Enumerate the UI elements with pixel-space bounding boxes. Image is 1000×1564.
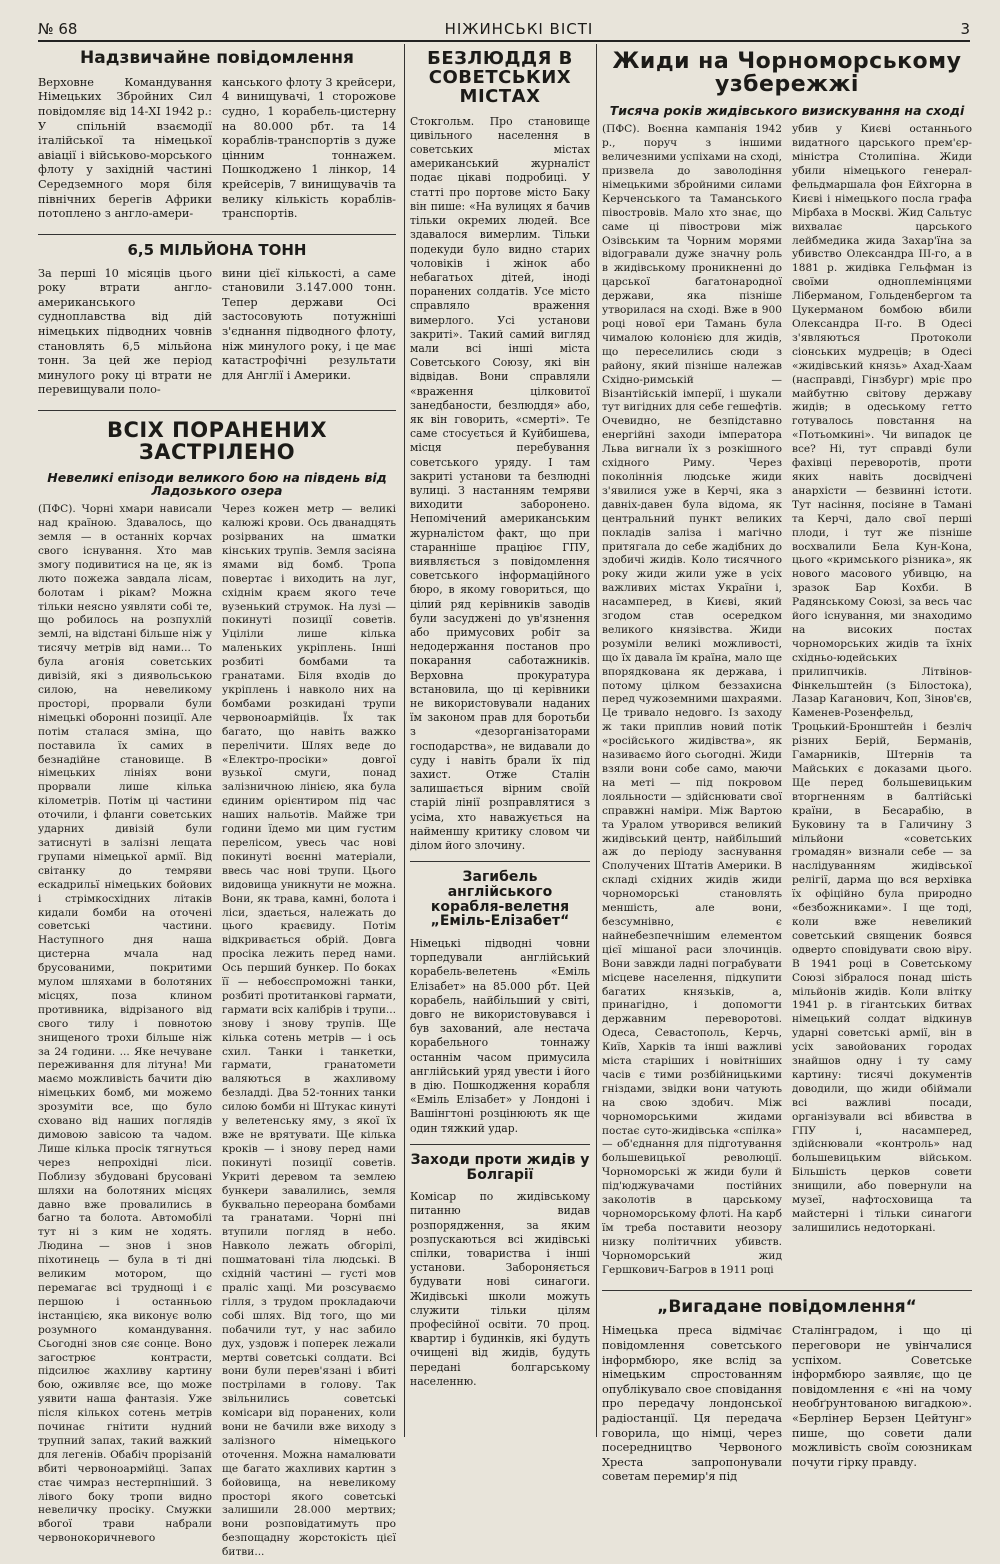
article-emergency-right: канського флоту 3 крейсери, 4 винищувачі, 1 сторожове судно, 1 корабель-цистерну на 80.000 рбт. та 14 кораблів-транспортів з дуже цінним тоннажем. Пошкоджено 1 лінкор, 14 крейсерів, 7 винищувачів та велику кількість кораблів-транспортів. [222, 75, 396, 221]
column-1 [38, 44, 396, 1559]
headline-jews: Жиди на Чорноморському узбережжі [612, 49, 962, 98]
article-jews-left: (ПФС). Воєнна кампанія 1942 р., поруч з іншими величезними успіхами на сході, призвела до заволодіння німецькими збройними силами Керченського та Таманського півостровів. Мало хто знає, що саме ці півострови між Озівським та Чорним морями відогравали дуже значну роль в жидівському проникненні до царської багатонародної держави, яка пізніше утворилася на сході. Вже в 900 році нової ери Тамань була чималою колонією для жидів, що переселились сюди з району, який пізніше належав Східно-римській — Візантійській імперії, і шукали тут вигідних для себе гешефтів. Очевидно, не безпідставно енергійні заходи імператора Льва вигнали їх з розкішного східного Риму. Через поколіннія людське жиди з'явилися уже в Керчі, яка з давніх-давен була відома, як центральний пункт великих покладів заліза і магічно притягала до себе жадібних до здобичі жидів. Коло тисячного року жиди жили уже в усіх важливих містах України і, насамперед, в Києві, який згодом став осередком великого князівства. Жиди розуміли великі можливості, що їх давала їм країна, мало ще впорядкована як держава, і потому цілком беззахисна перед чужоземними шахраями. Це тривало недовго. Із заходу ж таки приплив новий потік «російського жидівства», як називаємо його сьогодні. Жиди взяли вони собе само, маючи на меті — під покровом лояльности — здійснювати свої справжні наміри. Між Вартою та Уралом утворився великий жидівський центр, найбільший аж до періоду заснування Сполучених Штатів Америки. В складі східних жидів жиди чорноморські становлять меншість, але вони, безсумнівно, є найнебезпечнішим елементом цієї мішаної раси злочинців. Вони завжди ладні пограбувати місцеве населення, підкупити багатих князьків, а, принагідно, і допомогти державним переворотові. Одеса, Севастополь, Керчь, Київ, Харків та інші важливі міста старіших і новітніших часів є тими розбійницькими гніздами, звідки вони чатують на свою здобич. Між чорноморськими жидами постає суто-жидівська «спілка» — об'єднання для підготування большевицької революції. Чорноморські ж жиди були й під'юджувачами постійних заколотів в царському чорноморському флоті. На карб їм треба поставити неозору низку політичних убивств. Чорноморський жид Гершкович-Багров в 1911 році [602, 123, 782, 1276]
headline-fake-report: „Вигадане повідомлення“ [657, 1296, 917, 1317]
headline-ship: Загибель англійського корабля-велетня „Еміль-Елізабет“ [430, 869, 570, 930]
column-divider-2 [596, 44, 597, 1437]
headline-wounded: ВСІХ ПОРАНЕНИХ ЗАСТРІЛЕНО [106, 417, 328, 464]
divider [602, 1290, 972, 1291]
article-tons [38, 267, 396, 402]
column-3 [602, 44, 972, 1484]
headline-tons: 6,5 МІЛЬЙОНА ТОНН [127, 240, 307, 259]
article-fake-right: Сталінградом, і що ці переговори не увінчалися успіхом. Советське інформбюро заявляє, що це повідомлення є «ні на чому необґрунтованою вигадкою». «Берлінер Берзен Цейтунг» пише, що совети дали можливість своїм союзникам почути гірку правду. [792, 1324, 972, 1469]
article-deserted: Стокгольм. Про становище цивільного населення в советських містах американський журналіст подає цікаві подробиці. У статті про портове місто Баку він пише: «На вулицях я бачив тільки окремих людей. Все здавалося вимерлим. Тільки подекуди було видно старих чоловіків і жінок або небагатьох дітей, іноді поранених солдатів. Усе місто справляло враження вимерлого. Усі установи закриті». Такий самий вигляд мали всі інші міста Советського Союзу, які він відвідав. Вони справляли «враження цілковитої занедбаности, безлюддя» або, як він говорить, «смерті». Те саме стосується й Куйбишева, місця перебування советського уряду. І там закриті установи та безлюдні вулиці. З настанням темряви виходити заборонено. Непомічений американським журналістом факт, що при старанніше праціює ГПУ, виявляється з повідомлення советського інформаційного бюро, в якому говориться, що цілий ряд керівників заводів були засуджені до ув'язнення або примусових робіт за недодержання постанов про покарання саботажників. Верховна прокуратура встановила, що ці керівники не використовували наданих їм законом прав для боротьби з «дезорганізаторами господарства», не видавали до суду і навіть брали їх під захист. Отже Сталін залишається вірним своїй старій лінії розправлятися з усіма, хто наважується на найменшу критику словом чи ділом його злочину. [410, 114, 590, 853]
article-wounded-left: (ПФС). Чорні хмари нависали над країною. Здавалось, що земля — в останніх корчах свого існування. Хто мав змогу подивитися на це, як із люто пожежа завдала лісам, болотам і рікам? Можна тільки неясно уявляти собі те, що робилось на розпухлій землі, на відстані більше ніж у тисячу метрів від нами... То була агонія советських дивізій, які з диявольською силою, на невеликому просторі, прорвали були німецькі оборонні позиції. Але потім сталася зміна, що поставила їх самих в безнадійне становище. В німецьких лініях вони прорвали лише кілька кілометрів. Потім ці частини оточили, і фланги советських ударних дивізій були затиснуті в залізні лещата групами німецької армії. Від світанку до темряви ескадрильї німецьких бойових і стрімкосхідних літаків кидали бомби на оточені советські частини. Наступного дня наша цистерна мчала над брусованими, покритими мулом шляхами в болотяних місцях, поза клином противника, відрізаного від свого тилу і повнотою знищеного трохи більше ніж за 24 години. ... Яке нечуване переживання для літуна! Ми маємо можливість бачити дію німецьких бомб, ми можемо зрозуміти все, що було сховано від наших поглядів димовою завісою та чадом. Лише кілька просік тягнуться через непрохідні ліси. Поблизу збудовані брусовані шляхи на болотяних місцях давно вже провалились в багно та болота. Автомобілі тут ні з ким не ходять. Людина — знов і знов піхотинець — була в ті дні великим мотором, що перемагає всі труднощі і є першою і останньою інстанцією, яка виконує волю розумного командування. Сьогодні знов сяє сонце. Воно загострює контрасти, підсилює жахливу картину бою, оживляє все, що може уявити наша фантазія. Уже після кількох сотень метрів починає гнітити нудний трупний запах, такий важкий для легенів. Обабіч прорізаній вбиті червоноармійці. Запах стає чимраз нестерпніший. З лівого боку тропи видно невеличку просіку. Смужки вбогої трави набрали червонокоричневого [38, 503, 212, 1545]
divider [410, 861, 590, 862]
column-2 [410, 44, 590, 1434]
article-ship: Німецькі підводні човни торпедували англійський корабель-велетень «Еміль Елізабет» на 85.000 рбт. Цей корабель, найбільший у світі, довго не використовувався і був захований, але нестача корабельного тоннажу останнім часом примусила англійський уряд увести і його в дію. Пошкодження корабля «Еміль Елізабет» у Лондоні і Вашінгтоні розцінюють як ще один тяжкий удар. [410, 936, 590, 1135]
article-tons-left: За перші 10 місяців цього року втрати англо-американського судноплавства від дій німецьких підводних човнів становлять 6,5 мільйона тонн. За цей же період минулого року ці втрати не перевищували поло- [38, 266, 212, 397]
subheadline-jews: Тисяча років жидівського визискування на сході [609, 103, 965, 119]
article-fake-report [602, 1324, 972, 1489]
article-wounded [38, 503, 396, 1564]
newspaper-title: НІЖИНСЬКІ ВІСТІ [444, 20, 594, 38]
article-jews-right: убив у Києві останнього видатного царського прем'єр-міністра Столипіна. Жиди убили німецького генерал-фельдмаршала фон Ейхгорна в Києві і німецького посла графа Мірбаха в Москві. Жид Сальтус вихвалає царського лейбмедика жида Захар'їна за убивство Олександра III-го, а в 1881 р. жидівка Гельфман із своїми одноплемінцями Ліберманом, Гольденбергом та Цукерманом бомбою вбили Олександра II-го. В Одесі з'являються Протоколи сіонських мудреців; в Одесі «жидівський князь» Ахад-Хаам (насправді, Гінзбург) мріє про майбутню світову державу жидів; в одеському гетто готувалось повстання на «Потьомкині». Чи випадок це все? Ні, тут справді були фахівці переворотів, проти яких навіть досвідчені анархісти — безвинні істоти. Тут насіння, посіяне в Тамані та Керчі, дало свої перші плоди, і тут же пізніше восхвалили Бела Кун-Кона, цього «кримського різника», як нового масового убивцю, на зразок Бар Кохби. В Радянському Союзі, за весь час його існування, ми знаходимо на високих постах чорноморських жидів та їхніх східньо-юдейських прилипчиків. Літвінов-Фінкельштейн (з Білостока), Лазар Каганович, Коп, Зінов'єв, Каменев-Розенфельд, Троцький-Бронштейн і безліч різних Берій, Берманів, Гамарників, Штернів та Майських є доказами цього. Ще перед большевицьким вторгненням в балтійські країни, в Бесарабію, в Буковину та в Галичину 3 мільйони «советських громадян» визнали себе — за наслідуванням жидівської релігії, дарма що вся верхівка їх офіційно була природно «безбожниками». І ще тоді, коли вже невеликий советський священик боявся одверто сповідувати свою віру. В 1941 році в Советському Союзі зібралося понад шість мільйонів жидів. Коли влітку 1941 р. в гігантських битвах німецький солдат відкинув ударні советські армії, він в усіх завойованих городах знайшов одну і ту саму картину: тисячі документів доводили, що жиди обіймали всі важливі посади, організували всі вбивства в ГПУ і, насамперед, здійснювали «контроль» над большевицьким військом. Більшість церков совети знищили, або повернули на музеї, нафтосховища та майстерні і тільки синагоги залишились недоторкані. [792, 123, 972, 1234]
subheadline-wounded: Невеликі епізоди великого бою на південь від Ладозького озера [47, 469, 387, 499]
article-fake-left: Німецька преса відмічає повідомлення советського інформбюро, яке вслід за німецьким спростованням опублікувало свое сповідання про передачу лондонської радіостанції. Ця передача говорила, що німці, через посередництво Червоного Хреста запропонували советам перемир'я під [602, 1324, 782, 1484]
divider [38, 234, 396, 235]
article-jews [602, 123, 972, 1281]
column-divider-1 [404, 44, 405, 1437]
headline-emergency: Надзвичайне повідомлення [80, 48, 354, 68]
headline-bulgaria: Заходи проти жидів у Болгарії [410, 1151, 590, 1183]
masthead [38, 18, 970, 42]
divider [38, 410, 396, 411]
article-bulgaria: Комісар по жидівському питанню видав розпорядження, за яким розпускаються всі жидівські спілки, товариства і інші установи. Забороняється будувати нові синагоги. Жидівські школи можуть служити тільки цілям професійної освіти. 70 проц. квартир і будинків, які будуть очищені від жидів, будуть передані болгарському населенню. [410, 1190, 590, 1388]
issue-number: № 68 [38, 20, 78, 38]
article-wounded-right: Через кожен метр — великі калюжі крови. Ось дванадцять розірваних на шматки кінських трупів. Земля засіяна ямами від бомб. Тропа повертає і виходить на луг, східнім краєм якого тече вузенький струмок. На лузі — покинуті позиції советів. Уціліли лише кілька маленьких укріплень. Інші розбиті бомбами та гранатами. Біля входів до укріплень і навколо них на бомбами розкидані трупи червоноармійців. Їх так багато, що навіть важко перелічити. Шлях веде до «Електро-просіки» довгої вузької смуги, понад залізничною лінією, яка була єдиним орієнтиром під час наших нальотів. Майже три години їдемо ми цим густим перелісом, увесь час нові покинуті воєнні матеріали, ввесь час нові трупи. Цього видовища уникнути не можна. Вони, як трава, камні, болота і ліси, здається, належать до цього краєвиду. Потім відкривається обрій. Довга просіка лежить перед нами. Ось перший бункер. По боках її — небоєспроможні танки, розбиті протитанкові гармати, гармати всіх калібрів і трупи... знову і знову трупів. Ще кілька сотень метрів — і ось схил. Танки і танкетки, гармати, гранатомети валяються в жахливому безладді. Два 52-тонних танки силою бомби ні Штукас кинуті у велетенську яму, з якої їх вже не врятувати. Ще кілька кроків — і знову перед нами покинуті позиції советів. Укриті деревом та землею бункери завалились, земля буквально переорана бомбами та гранатами. Чорні пні втупили погляд в небо. Навколо лежать обгорілі, пошматовані тіла людські. В східній частині — густі мов праліс хащі. Ми розсуваємо гілля, з трудом прокладаючи собі шлях. Від того, що ми побачили тут, у нас забило дух, уздовж і поперек лежали мертві советські солдати. Всі вони були перев'язані і вбиті пострілами в голову. Так звільнились советські комісари від поранених, коли вони не бачили вже виходу з залізного німецького оточення. Можна намалювати ще багато жахливих картин з бойовища, на невеликому просторі якого советські залишили 28.000 мертвих; вони розповідатимуть про безпощадну жорстокість цієї битви... [222, 503, 396, 1559]
article-emergency-left: Верховне Командування Німецьких Збройних Сил повідомляє від 14-XI 1942 р.: У спільній взаємодії італійської та німецької авіації і військово-морського флоту у західній частині Середземного моря біля північних берегів Африки потоплено з англо-амери- [38, 75, 212, 221]
article-emergency [38, 76, 396, 226]
divider [410, 1144, 590, 1145]
headline-deserted: БЕЗЛЮДДЯ В СОВЕТСЬКИХ МІСТАХ [427, 48, 573, 107]
page-number: 3 [960, 20, 970, 38]
article-tons-right: вини цієї кількості, а саме становили 3.147.000 тонн. Тепер держави Осі застосовують потужніші з'єднання підводного флоту, ніж минулого року, і це має катастрофічні результати для Англії і Америки. [222, 266, 396, 382]
